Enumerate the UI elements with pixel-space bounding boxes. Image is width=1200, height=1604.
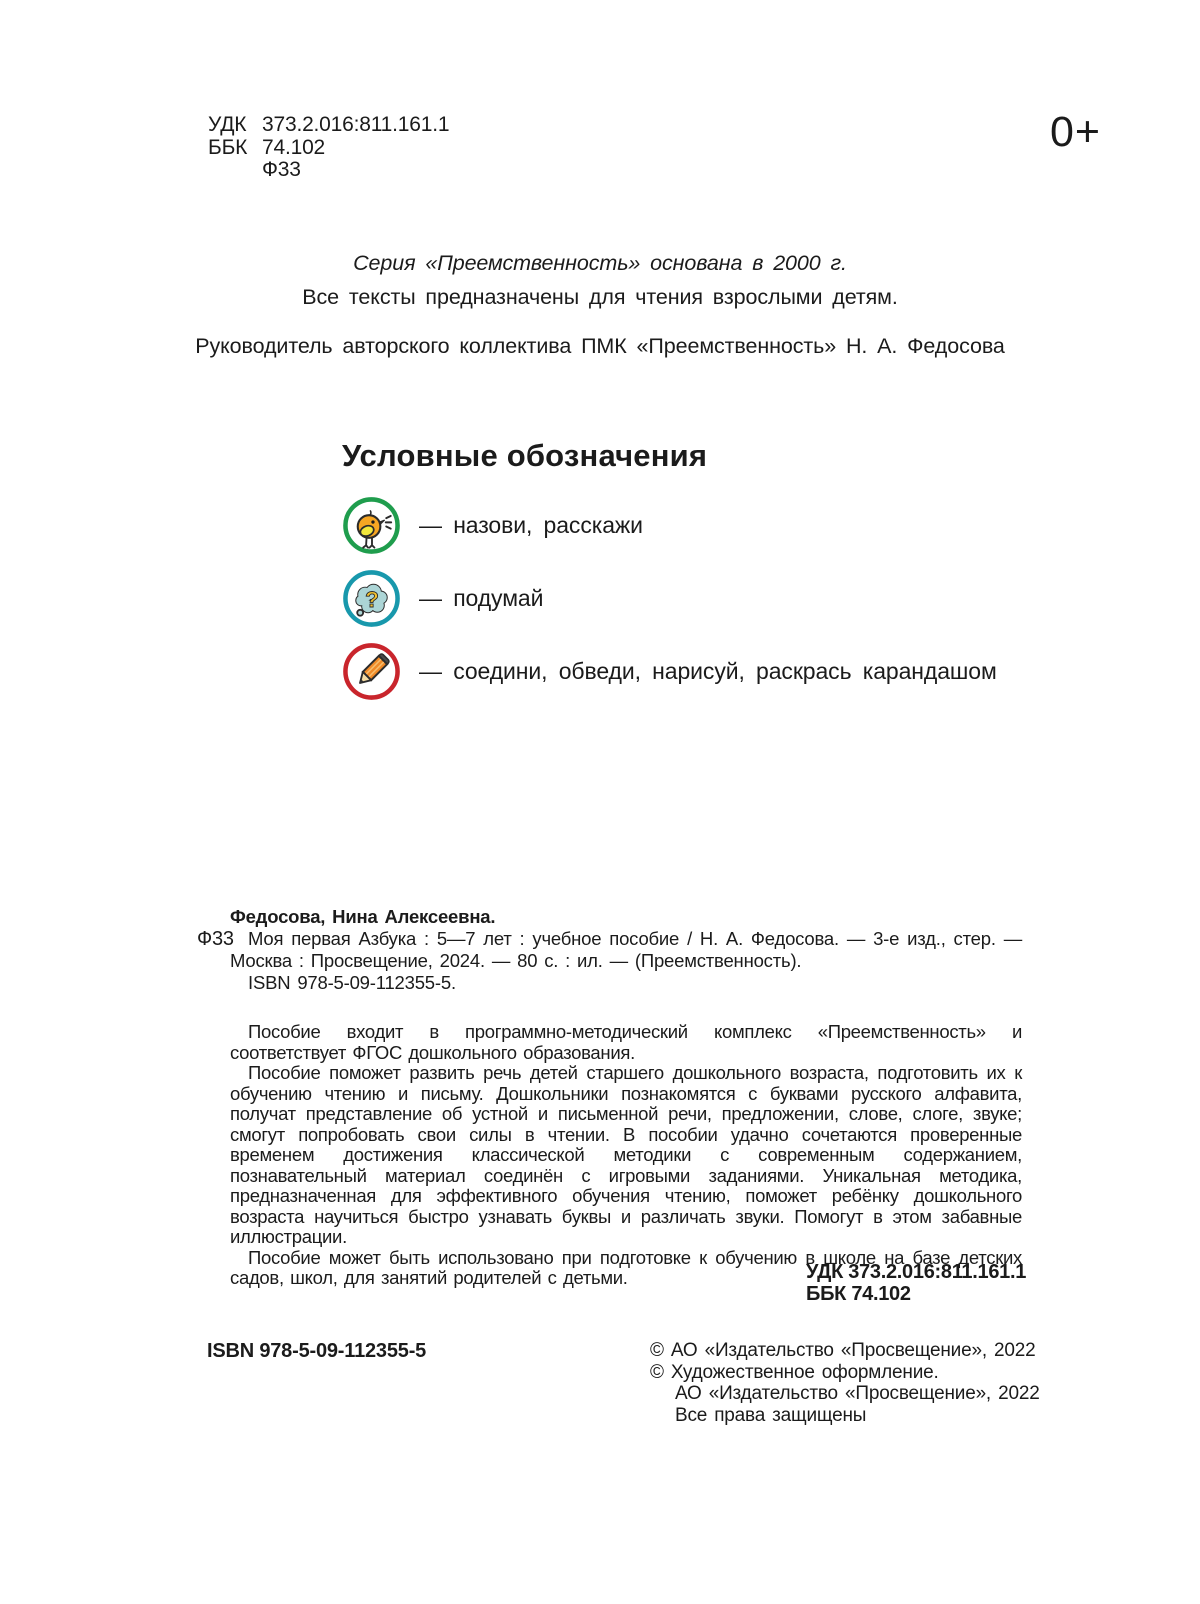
series-block xyxy=(100,251,1100,359)
copyright-block xyxy=(650,1340,1040,1426)
annotation-paragraph: Пособие может быть использовано при подготовке к обучению в школе на базе детских садов, школ, для занятий родителей с детьми. xyxy=(230,1246,1022,1288)
copyright-line: © Художественное оформление. xyxy=(650,1361,939,1383)
legend-rows xyxy=(342,496,997,701)
legend-item-label: — подумай xyxy=(419,585,544,611)
copyright-line: АО «Издательство «Просвещение», 2022 xyxy=(675,1383,1040,1404)
series-founded-line: Серия «Преемственность» основана в 2000 г. xyxy=(353,251,847,275)
bib-description: Моя первая Азбука : 5—7 лет : учебное пособие / Н. А. Федосова. — 3-е изд., стер. — Москва : Просвещение, 2024. — 80 с. : ил. — (Преемственность). xyxy=(230,928,1022,971)
udk-label: УДК xyxy=(208,113,247,136)
legend-section xyxy=(342,438,997,715)
legend-item-speak xyxy=(342,496,997,555)
legend-item-label: — назови, расскажи xyxy=(419,512,643,538)
think-icon xyxy=(342,569,401,628)
legend-item-think xyxy=(342,569,997,628)
series-leader-line: Руководитель авторского коллектива ПМК «Преемственность» Н. А. Федосова xyxy=(195,334,1005,358)
series-note-line: Все тексты предназначены для чтения взрослыми детям. xyxy=(302,285,898,309)
udk-value: 373.2.016:811.161.1 xyxy=(262,113,450,136)
bbk-row xyxy=(208,137,449,160)
author-sign-value: Ф33 xyxy=(262,158,301,181)
author-sign-label xyxy=(208,159,262,182)
pencil-icon xyxy=(342,642,401,701)
bottom-classification-codes xyxy=(806,1262,1026,1305)
annotation-paragraph: Пособие входит в программно-методический комплекс «Преемственность» и соответствует ФГОС дошкольного образования. xyxy=(230,1021,1022,1063)
author-sign-row xyxy=(208,159,449,182)
bbk-value: 74.102 xyxy=(262,135,326,159)
bib-author-sign: Ф33 xyxy=(197,928,234,950)
legend-item-label: — соедини, обведи, нарисуй, раскрась карандашом xyxy=(419,658,997,684)
annotation xyxy=(230,1022,1022,1289)
annotation-paragraph: Пособие поможет развить речь детей старшего дошкольного возраста, подготовить их к обучению чтению и письму. Дошкольники познакомятся с буквами русского алфавита, получат представление об устной и письменной речи, предложении, слове, слоге, звуке; смогут попробовать свои силы в чтении. В пособии удачно сочетаются проверенные временем достижения классической методики с современным содержанием, познавательный материал соединён с игровыми заданиями. Уникальная методика, предназначенная для эффективного обучения чтению, поможет ребёнку дошкольного возраста научиться быстро узнавать буквы и различать звуки. Помогут в этом забавные иллюстрации. xyxy=(230,1062,1022,1247)
udk-row xyxy=(208,114,449,137)
bbk-label: ББК xyxy=(208,135,248,159)
bottom-bbk: ББК 74.102 xyxy=(806,1282,911,1305)
bottom-udk: УДК 373.2.016:811.161.1 xyxy=(806,1261,1027,1283)
copyright-line: Все права защищены xyxy=(675,1404,867,1426)
legend-title: Условные обозначения xyxy=(342,438,708,473)
bird-icon xyxy=(342,496,401,555)
svg-text:?: ? xyxy=(365,586,379,612)
legend-item-draw xyxy=(342,642,997,701)
bibliographic-record xyxy=(197,906,1022,994)
bib-author: Федосова, Нина Алексеевна. xyxy=(230,906,496,927)
top-classification-codes xyxy=(208,114,449,182)
copyright-line: © АО «Издательство «Просвещение», 2022 xyxy=(650,1340,1036,1361)
age-rating-badge: 0+ xyxy=(1050,108,1102,156)
footer-isbn: ISBN 978-5-09-112355-5 xyxy=(207,1340,427,1362)
bib-isbn: ISBN 978-5-09-112355-5. xyxy=(248,972,456,993)
